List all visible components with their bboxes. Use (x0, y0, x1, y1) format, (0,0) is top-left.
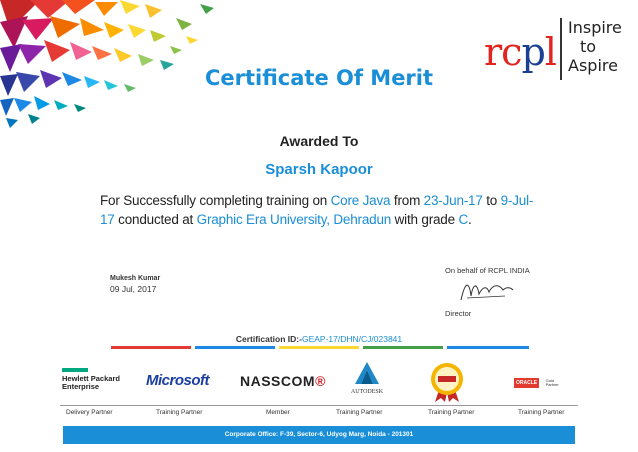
course-name: Core Java (330, 193, 391, 208)
issue-date: 09 Jul, 2017 (110, 284, 157, 294)
nasscom-logo: NASSCOM® (240, 373, 326, 389)
microsoft-logo: Microsoft (146, 372, 209, 389)
origami-birds-decoration (0, 0, 220, 130)
partner-label: Training Partner (518, 409, 565, 416)
awarded-to-label: Awarded To (279, 133, 359, 149)
accreditation-badge-icon (429, 362, 465, 407)
oracle-logo: ORACLE Gold Partner (516, 377, 559, 387)
signature-scribble (457, 276, 517, 306)
director-signatory (445, 266, 565, 316)
partner-label: Training Partner (336, 409, 383, 416)
partner-label: Delivery Partner (66, 409, 113, 416)
partner-label: Member (266, 409, 290, 416)
hpe-logo: Hewlett Packard Enterprise (62, 368, 122, 391)
end-date: 9-Jul-17 (100, 193, 534, 227)
director-title: Director (445, 309, 472, 318)
logo-tagline: Inspire to Aspire (568, 18, 622, 75)
rcpl-logo: rcpl Inspire to Aspire (484, 14, 634, 84)
on-behalf-label: On behalf of RCPL INDIA (445, 266, 530, 275)
recipient-name: Sparsh Kapoor (265, 161, 373, 178)
certificate-title: Certificate Of Merit (204, 66, 434, 90)
certification-id: Certification ID:-GEAP-17/DHN/CJ/023841 (235, 334, 403, 344)
trainer-signatory (110, 275, 160, 294)
partner-label: Training Partner (156, 409, 203, 416)
color-bars (111, 346, 529, 349)
trainer-name: Mukesh Kumar (110, 275, 161, 282)
certificate-statement: For Successfully completing training on Core Java from 23-Jun-17 to 9-Jul-17 conducted at Graphic Era University, Dehradun with grade C. (100, 193, 534, 227)
partner-logos (62, 360, 576, 404)
start-date: 23-Jun-17 (423, 193, 483, 208)
grade: C (458, 212, 469, 227)
partner-labels (60, 409, 578, 419)
corporate-office-footer: Corporate Office: F-39, Sector-6, Udyog Marg, Noida - 201301 (63, 426, 575, 444)
autodesk-logo: AUTODESK (345, 362, 389, 395)
partner-label: Training Partner (428, 409, 475, 416)
divider (60, 405, 578, 406)
institute-name: Graphic Era University, Dehradun (196, 212, 392, 227)
